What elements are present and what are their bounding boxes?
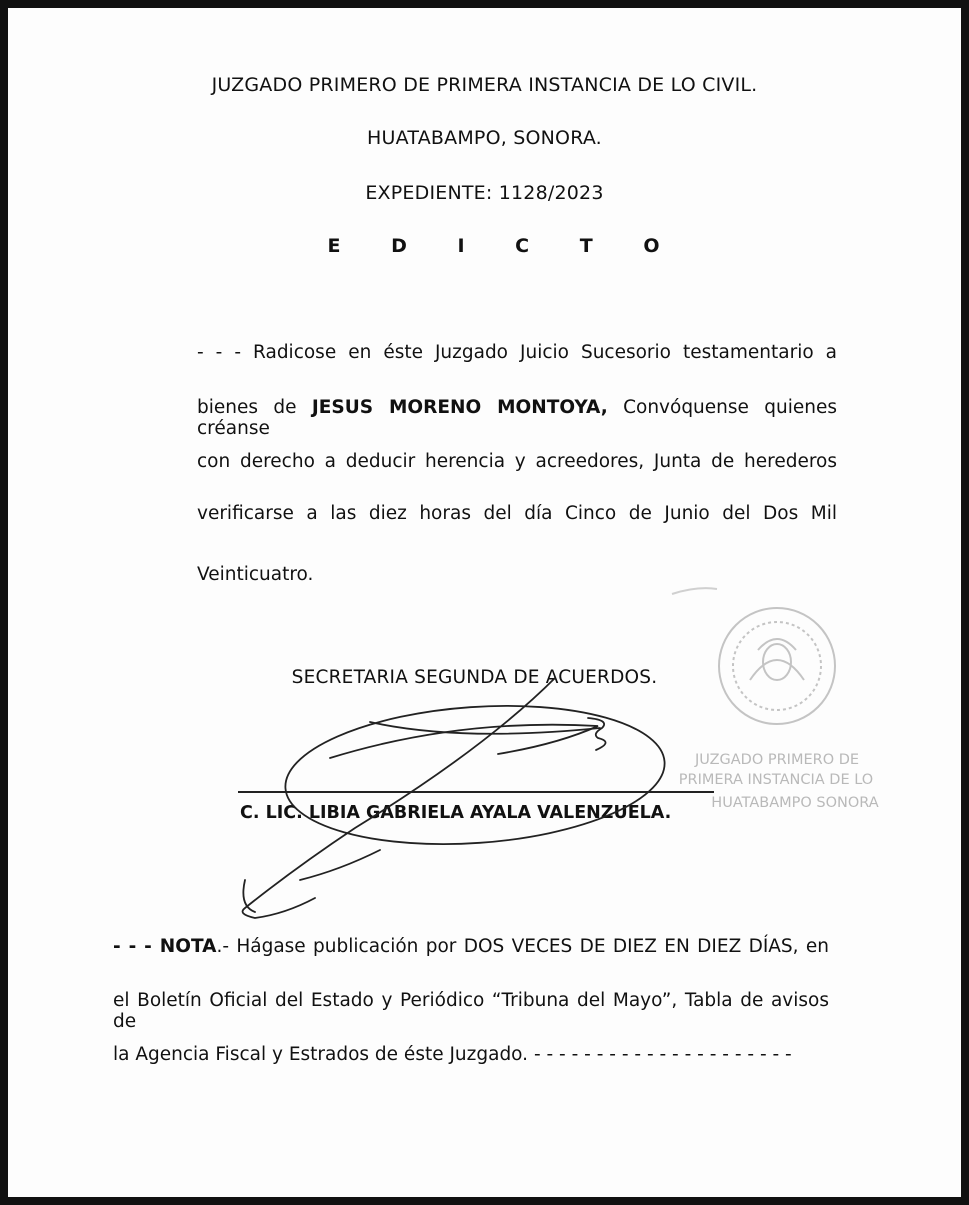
body-line-2-pre: bienes de [197,397,312,418]
court-location: HUATABAMPO, SONORA. [367,127,602,149]
note-line-3: la Agencia Fiscal y Estrados de éste Juzgado. - - - - - - - - - - - - - - - - - - - - - [113,1044,792,1065]
body-line-1: - - - Radicose en éste Juzgado Juicio Sucesorio testamentario a [197,342,837,363]
note-line-1-rest: .- Hágase publicación por DOS VECES DE DIEZ EN DIEZ DÍAS, en [216,936,829,957]
signatory-name: C. LIC. LIBIA GABRIELA AYALA VALENZUELA. [240,803,672,823]
body-line-2-post: Convóquense quienes créanse [197,397,838,439]
note-prefix: - - - [113,936,160,957]
court-name: JUZGADO PRIMERO DE PRIMERA INSTANCIA DE LO CIVIL. [211,74,758,96]
note-line-2: el Boletín Oficial del Estado y Periódico “Tribuna del Mayo”, Tabla de avisos de [113,990,829,1032]
note-label: NOTA [159,936,217,957]
deceased-name: JESUS MORENO MONTOYA, [311,397,608,418]
stamp-line-1: JUZGADO PRIMERO DE [694,752,860,768]
note-line-1 [113,936,829,957]
signatory-role: SECRETARIA SEGUNDA DE ACUERDOS. [291,667,658,688]
document-title: E D I C T O [327,235,682,257]
stamp-line-2: PRIMERA INSTANCIA DE LO [678,772,874,788]
case-number: EXPEDIENTE: 1128/2023 [365,182,604,204]
body-line-5: Veinticuatro. [197,564,314,585]
body-line-3: con derecho a deducir herencia y acreedores, Junta de herederos [197,451,837,472]
body-line-4: verificarse a las diez horas del día Cinco de Junio del Dos Mil [197,503,837,524]
stamp-line-3: HUATABAMPO SONORA [711,795,879,811]
